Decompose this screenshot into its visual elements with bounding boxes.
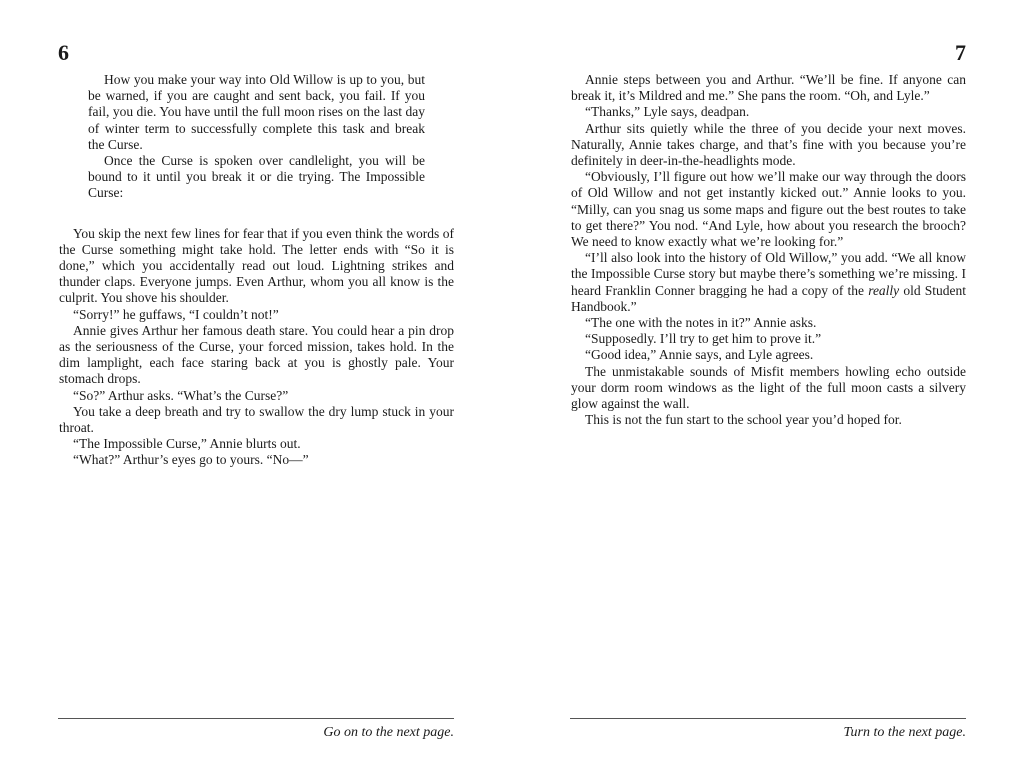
paragraph [571, 250, 966, 315]
paragraph: “Sorry!” he guffaws, “I couldn’t not!” [73, 306, 279, 322]
next-page-link[interactable]: Turn to the next page. [843, 725, 966, 740]
paragraph: “Thanks,” Lyle says, deadpan. [585, 104, 750, 120]
right-page [512, 0, 1024, 768]
paragraph: “What?” Arthur’s eyes go to yours. “No—” [73, 452, 309, 468]
letter-paragraph: How you make your way into Old Willow is up to you, but be warned, if you are caught and sent back, you fail. If you fail, you die. You have until the full moon rises on the last day of winter term to successfully complete this task and break the Curse. [88, 72, 425, 152]
footer-divider [58, 718, 454, 719]
paragraph: “So?” Arthur asks. “What’s the Curse?” [73, 387, 289, 403]
page-text [571, 72, 966, 428]
paragraph-text: “I’ll also look into the history of Old Willow,” you add. “We all know the Impossible Curse story but maybe there’s something we’re missing. I heard Franklin Conner bragging he had a copy of the [571, 250, 966, 298]
emphasized-text: really [868, 282, 900, 298]
page-text [59, 72, 454, 469]
letter-excerpt [88, 72, 425, 202]
paragraph-text: old Student Handbook.” [571, 282, 966, 314]
next-page-link[interactable]: Go on to the next page. [323, 725, 454, 740]
paragraph: You take a deep breath and try to swallow the dry lump stuck in your throat. [59, 403, 454, 436]
paragraph: “Supposedly. I’ll try to get him to prove it.” [585, 331, 822, 347]
paragraph: Arthur sits quietly while the three of you decide your next moves. Naturally, Annie takes charge, and that’s fine with you because you’re definitely in deer-in-the-headlights mode. [571, 120, 966, 169]
paragraph: Annie steps between you and Arthur. “We’ll be fine. If anyone can break it, it’s Mildred and me.” She pans the room. “Oh, and Lyle.” [571, 72, 966, 104]
page-number: 7 [955, 40, 966, 65]
paragraph: “The Impossible Curse,” Annie blurts out. [73, 436, 301, 452]
paragraph: “Obviously, I’ll figure out how we’ll make our way through the doors of Old Willow and not get instantly kicked out.” Annie looks to you. “Milly, can you snag us some maps and figure out the best routes to take to get there?” You nod. “And Lyle, how about you research the brooch? We need to know exactly what we’re looking for.” [571, 169, 966, 250]
letter-paragraph: Once the Curse is spoken over candlelight, you will be bound to it until you break it or die trying. The Impossible Curse: [88, 153, 425, 201]
paragraph: “The one with the notes in it?” Annie asks. [585, 315, 817, 331]
paragraph: The unmistakable sounds of Misfit members howling echo outside your dorm room windows as the light of the full moon casts a silvery glow against the wall. [571, 363, 966, 412]
paragraph: You skip the next few lines for fear that if you even think the words of the Curse something might take hold. The letter ends with “So it is done,” which you accidentally read out loud. Lightning strikes and thunder claps. Everyone jumps. Even Arthur, whom you all know is the culprit. You shove his shoulder. [59, 225, 454, 306]
page-number: 6 [58, 40, 69, 65]
paragraph: “Good idea,” Annie says, and Lyle agrees. [585, 347, 814, 363]
paragraph: This is not the fun start to the school year you’d hoped for. [585, 412, 902, 428]
paragraph: Annie gives Arthur her famous death stare. You could hear a pin drop as the seriousness of the Curse, your forced mission, takes hold. In the dim lamplight, each face staring back at you is ghostly pale. Your stomach drops. [59, 322, 454, 387]
footer-divider [570, 718, 966, 719]
